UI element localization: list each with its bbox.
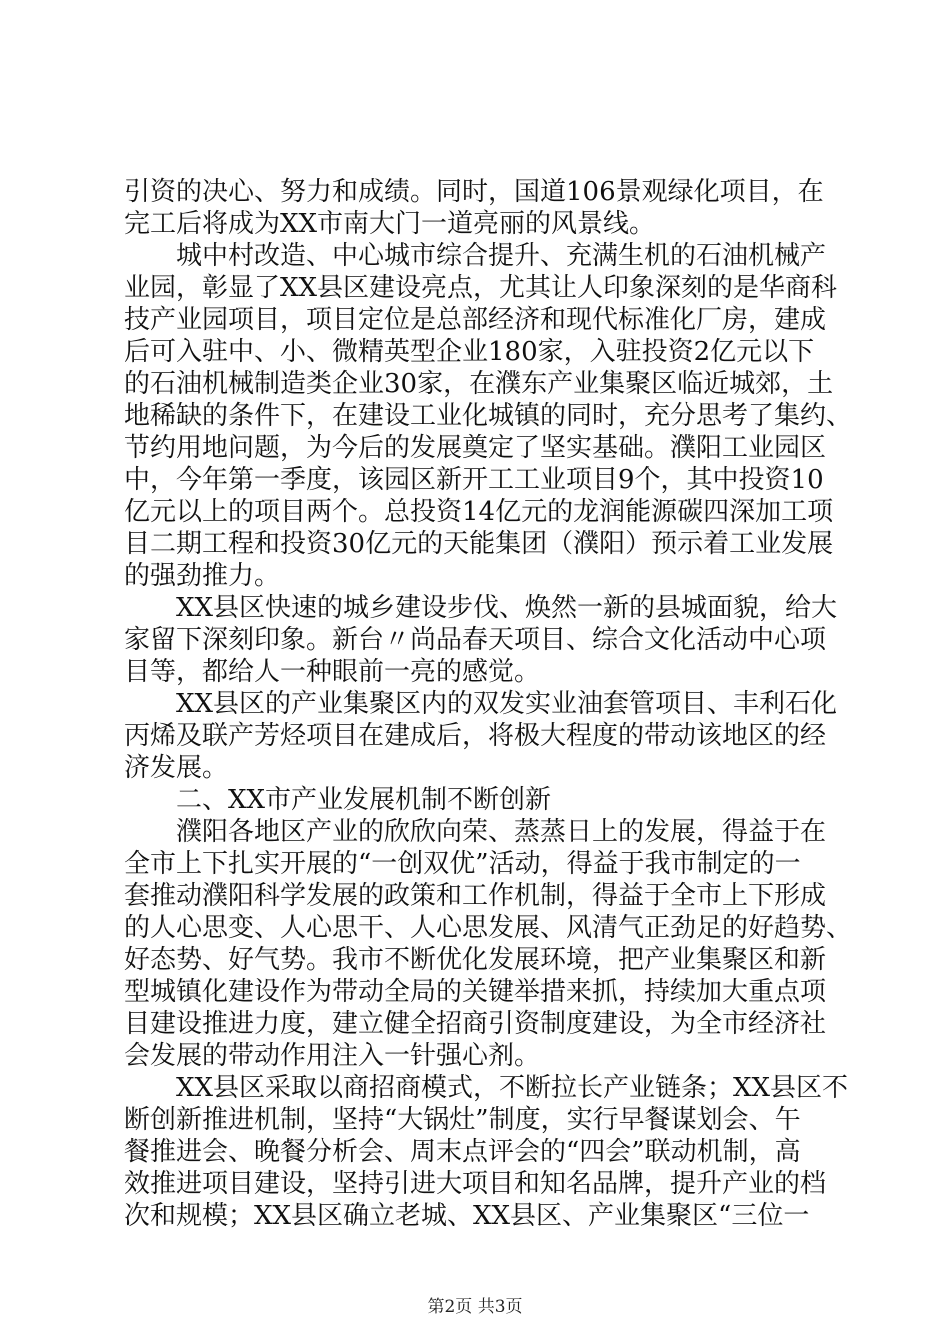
text-line-10: 中，今年第一季度，该园区新开工工业项目9个，其中投资10 — [124, 465, 824, 495]
text-line-30: 断创新推进机制，坚持“大锅灶”制度，实行早餐谋划会、午 — [124, 1105, 801, 1135]
text-line-4: 业园，彰显了XX县区建设亮点，尤其让人印象深刻的是华商科 — [124, 273, 838, 303]
text-line-27: 目建设推进力度，建立健全招商引资制度建设，为全市经济社 — [124, 1009, 827, 1039]
text-line-26: 型城镇化建设作为带动全局的关键举措来抓，持续加大重点项 — [124, 977, 827, 1007]
text-line-15: 家留下深刻印象。新台〃尚品春天项目、综合文化活动中心项 — [124, 625, 827, 655]
document-body — [124, 176, 853, 1232]
text-line-12: 目二期工程和投资30亿元的天能集团（濮阳）预示着工业发展 — [124, 529, 834, 559]
text-line-5: 技产业园项目，项目定位是总部经济和现代标准化厂房，建成 — [124, 305, 827, 335]
text-line-24: 的人心思变、人心思干、人心思发展、风清气正劲足的好趋势、 — [124, 913, 853, 943]
text-line-11: 亿元以上的项目两个。总投资14亿元的龙润能源碳四深加工项 — [124, 497, 834, 527]
text-line-7: 的石油机械制造类企业30家，在濮东产业集聚区临近城郊，土 — [124, 369, 834, 399]
text-line-16: 目等，都给人一种眼前一亮的感觉。 — [124, 657, 541, 687]
text-line-28: 会发展的带动作用注入一针强心剂。 — [124, 1041, 541, 1071]
text-line-6: 后可入驻中、小、微精英型企业180家，入驻投资2亿元以下 — [124, 337, 815, 367]
text-line-17: XX县区的产业集聚区内的双发实业油套管项目、丰利石化 — [124, 689, 838, 719]
text-line-29: XX县区采取以商招商模式，不断拉长产业链条；XX县区不 — [124, 1073, 849, 1103]
section-heading: 二、XX市产业发展机制不断创新 — [124, 785, 552, 815]
text-line-1: 引资的决心、努力和成绩。同时，国道106景观绿化项目，在 — [124, 177, 824, 207]
text-line-23: 套推动濮阳科学发展的政策和工作机制，得益于全市上下形成 — [124, 881, 827, 911]
page-number-footer: 第2页 共3页 — [427, 1297, 523, 1317]
text-line-13: 的强劲推力。 — [124, 561, 281, 591]
text-line-2: 完工后将成为XX市南大门一道亮丽的风景线。 — [124, 209, 656, 239]
text-line-9: 节约用地问题，为今后的发展奠定了坚实基础。濮阳工业园区 — [124, 433, 827, 463]
text-line-22: 全市上下扎实开展的“一创双优”活动，得益于我市制定的一 — [124, 849, 801, 879]
text-line-21: 濮阳各地区产业的欣欣向荣、蒸蒸日上的发展，得益于在 — [124, 817, 827, 847]
text-line-3: 城中村改造、中心城市综合提升、充满生机的石油机械产 — [124, 241, 827, 271]
text-line-14: XX县区快速的城乡建设步伐、焕然一新的县城面貌，给大 — [124, 593, 838, 623]
text-line-19: 济发展。 — [124, 753, 229, 783]
text-line-33: 次和规模；XX县区确立老城、XX县区、产业集聚区“三位一 — [124, 1201, 810, 1231]
text-line-31: 餐推进会、晚餐分析会、周末点评会的“四会”联动机制，高 — [124, 1137, 801, 1167]
text-line-8: 地稀缺的条件下，在建设工业化城镇的同时，充分思考了集约、 — [124, 401, 853, 431]
text-line-25: 好态势、好气势。我市不断优化发展环境，把产业集聚区和新 — [124, 945, 827, 975]
text-line-32: 效推进项目建设，坚持引进大项目和知名品牌，提升产业的档 — [124, 1169, 827, 1199]
text-line-18: 丙烯及联产芳烃项目在建成后，将极大程度的带动该地区的经 — [124, 721, 827, 751]
